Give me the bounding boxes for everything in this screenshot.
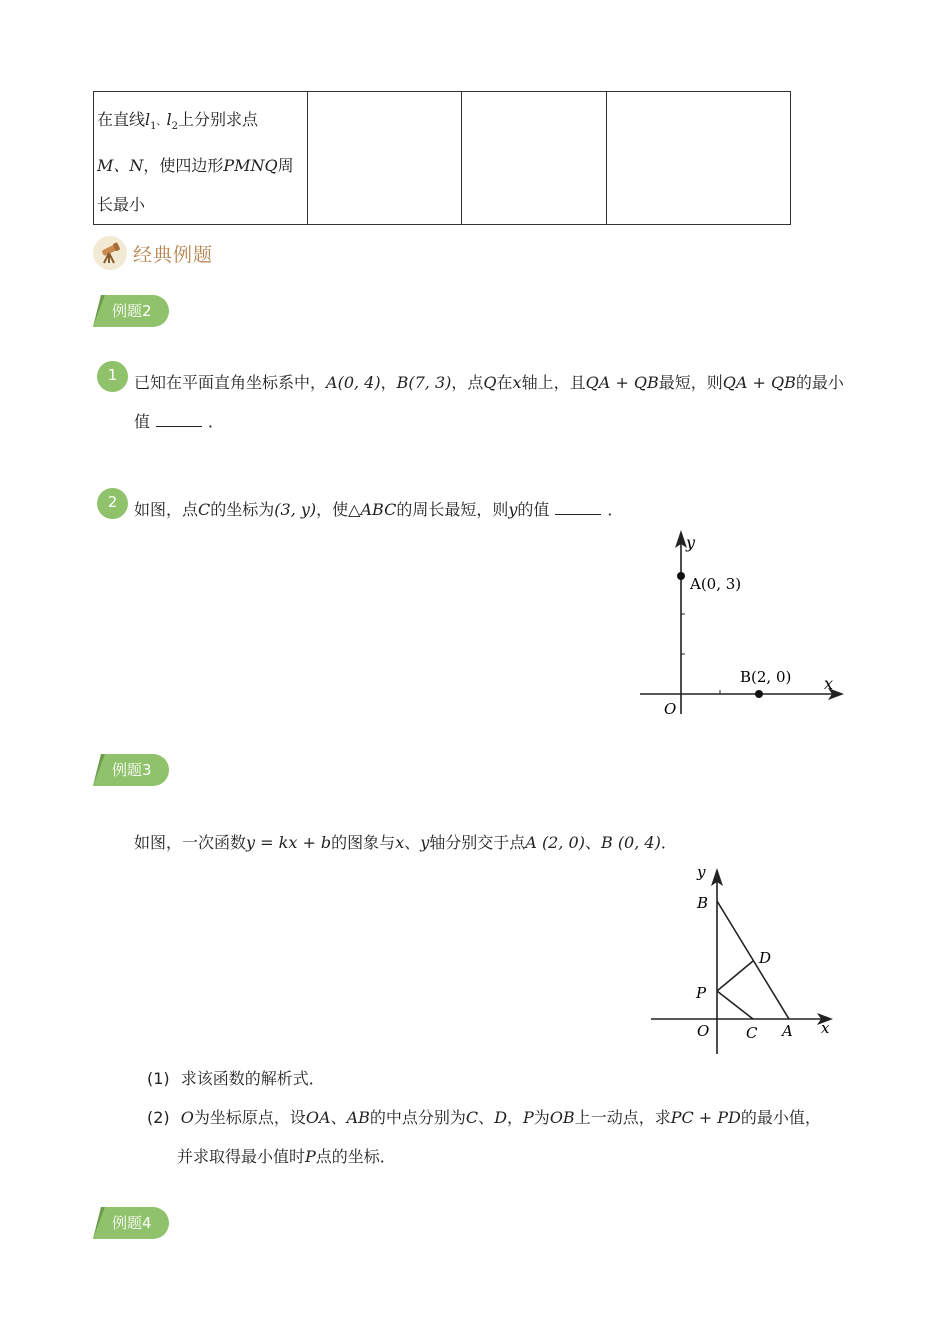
point-a-label: A(0, 3) (690, 575, 742, 593)
question-1-line-2 (134, 409, 224, 432)
q-text: 的中点分别为 (369, 1108, 466, 1127)
table-cell-label (94, 92, 308, 225)
q-math: y (420, 833, 430, 852)
q-text: 如图，一次函数 (134, 833, 247, 852)
q-text: 的值 (517, 500, 550, 519)
q-math: P (305, 1147, 316, 1166)
ex3-coordinate-figure (645, 858, 845, 1056)
q-text: 最短，则 (658, 373, 723, 392)
q-math: QA + QB (585, 373, 659, 392)
answer-blank[interactable] (555, 500, 601, 515)
table-math: l (166, 110, 172, 129)
q-text: 、 (404, 833, 421, 852)
q-text: ． (208, 412, 225, 431)
q-math: C (465, 1108, 479, 1127)
example-tab (93, 1207, 169, 1239)
q-text: 并求取得最小值时 (177, 1147, 306, 1166)
q-math: x (395, 833, 405, 852)
q-text: ， (380, 373, 397, 392)
example-label: 例题3 (112, 761, 152, 779)
q-text: 的坐标为 (210, 500, 275, 519)
example-tab (93, 754, 169, 786)
q-math: A (2, 0) (525, 833, 585, 852)
q-text: 在 (496, 373, 513, 392)
q-text: 、 (584, 833, 601, 852)
table-math: PMNQ (223, 156, 278, 176)
table-text: 周 (277, 156, 294, 176)
q-math: ABC (360, 500, 397, 519)
line-ab (717, 901, 789, 1019)
q-text: 的图象与 (331, 833, 396, 852)
table-text: 长最小 (97, 195, 146, 215)
q-math: OA (305, 1108, 331, 1127)
origin-label: O (664, 700, 677, 718)
q-text: 、 (330, 1108, 347, 1127)
q-math: A(0, 4) (326, 373, 381, 392)
q-math: AB (346, 1108, 370, 1127)
q-math: O (180, 1108, 194, 1127)
axis-x-label: x (824, 674, 834, 693)
q-text: 、 (478, 1108, 495, 1127)
q-math: QA + QB (722, 373, 796, 392)
example-3-part-2 (147, 1105, 821, 1128)
example-tab (93, 295, 169, 327)
question-1-line-1 (134, 370, 844, 393)
q-text: 的周长最短，则 (396, 500, 509, 519)
example-3-part-1 (147, 1066, 325, 1089)
section-title: 经典例题 (133, 243, 214, 266)
q-math: B (0, 4) (600, 833, 661, 852)
question-number-badge: 2 (97, 488, 128, 519)
q-text: 点的坐标． (315, 1147, 396, 1166)
table-text: 上分别求点 (178, 110, 259, 129)
q-math: (3, y) (274, 500, 317, 519)
q-text: ，使△ (316, 500, 361, 519)
point-b-label: B(2, 0) (740, 668, 792, 686)
q-math: x (512, 373, 522, 392)
q-text: 的最小值， (740, 1108, 821, 1127)
example-3-part-2-line-2 (177, 1144, 396, 1167)
q-math: y (508, 500, 518, 519)
axis-x-label: x (821, 1019, 830, 1037)
segment-pc (717, 991, 753, 1019)
q-text: ， (507, 1108, 524, 1127)
table-text: ，使四边形 (143, 156, 224, 176)
axis-y-label: y (686, 533, 696, 552)
part-number: (2) (147, 1108, 170, 1127)
table-math: l (145, 110, 151, 129)
answer-blank[interactable] (156, 412, 202, 427)
point-p-label: P (696, 984, 707, 1002)
q-math: P (523, 1108, 534, 1127)
point-b-dot (755, 690, 763, 698)
q-text: 的最小 (795, 373, 844, 392)
question-number-badge: 1 (97, 361, 128, 392)
point-d-label: D (759, 949, 772, 967)
point-a-label: A (782, 1022, 793, 1040)
q-math: PC + PD (670, 1108, 741, 1127)
axis-y-label: y (697, 863, 706, 881)
q-math: D (494, 1108, 508, 1127)
example-label: 例题4 (112, 1214, 152, 1232)
table-text: 在直线 (97, 110, 146, 129)
point-c-label: C (746, 1024, 758, 1042)
telescope-icon (93, 236, 127, 270)
q2-coordinate-figure (630, 522, 855, 722)
table-math: M、N (97, 156, 144, 176)
q-text: ． (660, 833, 677, 852)
q-text: 轴上，且 (521, 373, 586, 392)
q-text: 值 (134, 412, 151, 431)
example-3-stem (134, 830, 677, 853)
example-label: 例题2 (112, 302, 152, 320)
q-math: C (198, 500, 211, 519)
table-cell-empty (308, 92, 462, 225)
question-2-line-1 (134, 497, 623, 520)
origin-label: O (697, 1022, 710, 1040)
q-text: 如图，点 (134, 500, 199, 519)
part-number: (1) (147, 1069, 170, 1088)
q-text: 求该函数的解析式． (180, 1069, 325, 1088)
q-text: ，点 (451, 373, 484, 392)
q-math: Q (483, 373, 497, 392)
section-header (93, 236, 213, 270)
table-math: 1 (150, 121, 157, 133)
q-text: 已知在平面直角坐标系中， (134, 373, 327, 392)
table-cell-empty (462, 92, 607, 225)
table-math: 2 (171, 121, 179, 133)
table-cell-empty (607, 92, 791, 225)
q-math: y = kx + b (246, 833, 332, 852)
q-text: 为 (533, 1108, 550, 1127)
q-text: ． (607, 500, 624, 519)
q-text: 上一动点，求 (574, 1108, 671, 1127)
point-a-dot (677, 572, 685, 580)
q-math: B(7, 3) (396, 373, 452, 392)
table-text: 、 (156, 117, 167, 128)
q-text: 轴分别交于点 (429, 833, 526, 852)
q-text: 为坐标原点，设 (193, 1108, 306, 1127)
point-b-label: B (697, 894, 709, 912)
method-table (93, 91, 791, 225)
q-math: OB (549, 1108, 575, 1127)
segment-pd (717, 961, 753, 991)
